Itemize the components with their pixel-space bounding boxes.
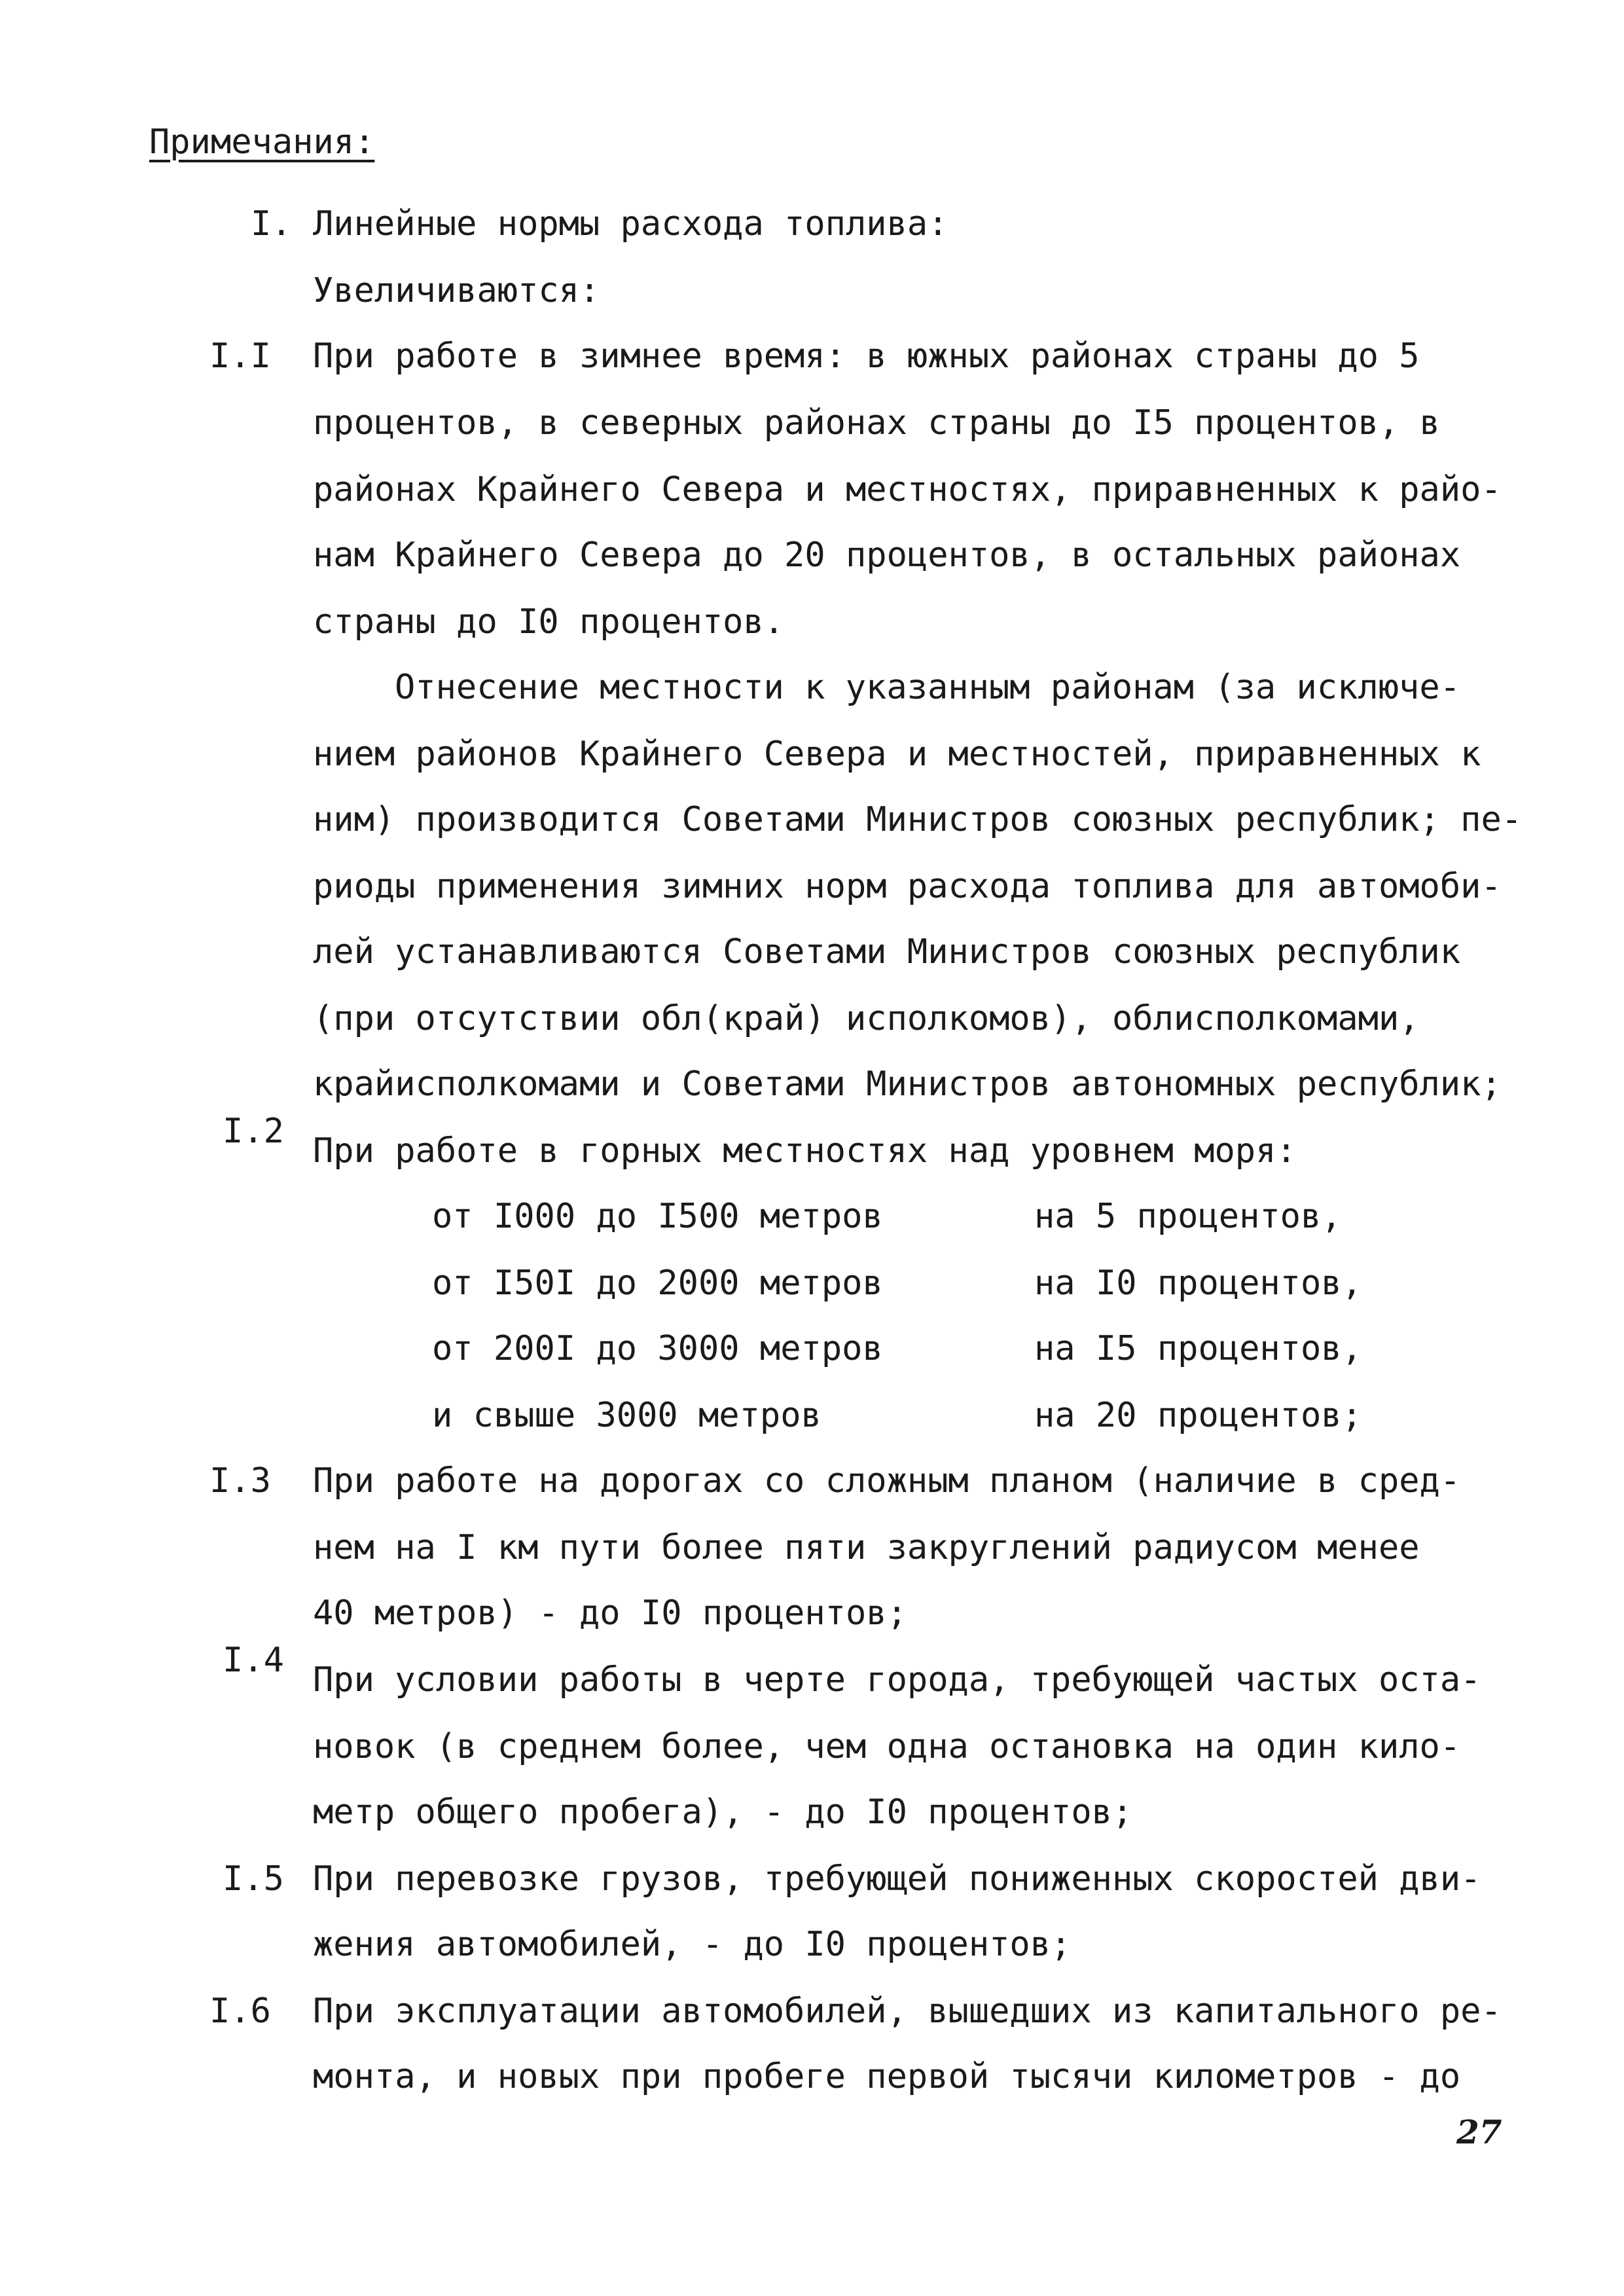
item-1-1-line: При работе в зимнее время: в южных районах страны до 5 (313, 337, 1420, 376)
item-1-title: Линейные нормы расхода топлива: (313, 204, 948, 244)
item-1-1-paragraph-line: риоды применения зимних норм расхода топлива для автомоби- (313, 867, 1502, 906)
item-1-3-line: нем на I км пути более пяти закруглений радиусом менее (313, 1528, 1420, 1567)
item-1-subtitle: Увеличиваются: (313, 271, 600, 310)
item-1-3-line: 40 метров) - до I0 процентов; (313, 1594, 907, 1633)
item-1-3-line: При работе на дорогах со сложным планом (наличие в сред- (313, 1461, 1461, 1501)
item-1-1-line: процентов, в северных районах страны до I5 процентов, в (313, 403, 1440, 443)
item-1-1-paragraph-line: крайисполкомами и Советами Министров автономных республик; (313, 1065, 1502, 1104)
altitude-increase: на 20 процентов; (1034, 1396, 1362, 1435)
item-1-3-number: I.3 (209, 1461, 271, 1501)
item-1-1-number: I.I (209, 337, 271, 376)
item-1-4-number: I.4 (223, 1641, 284, 1680)
altitude-range: и свыше 3000 метров (432, 1396, 821, 1435)
altitude-increase: на I0 процентов, (1034, 1264, 1362, 1303)
item-1-1-line: страны до I0 процентов. (313, 602, 785, 642)
item-1-6-number: I.6 (209, 1992, 271, 2031)
altitude-range: от I50I до 2000 метров (432, 1264, 883, 1303)
page-number: 27 (1456, 2113, 1502, 2151)
item-1-1-paragraph-line: нием районов Крайнего Севера и местностей, приравненных к (313, 735, 1481, 774)
item-1-4-line: метр общего пробега), - до I0 процентов; (313, 1793, 1133, 1832)
altitude-range: от 200I до 3000 метров (432, 1329, 883, 1368)
item-1-1-line: районах Крайнего Севера и местностях, приравненных к райо- (313, 470, 1502, 509)
notes-heading: Примечания: (149, 122, 375, 162)
item-1-6-line: При эксплуатации автомобилей, вышедших из капитального ре- (313, 1992, 1502, 2031)
item-1-1-paragraph-line: лей устанавливаются Советами Министров союзных республик (313, 932, 1461, 972)
item-1-1-paragraph-line: ним) производится Советами Министров союзных республик; пе- (313, 800, 1523, 839)
item-1-5-line: При перевозке грузов, требующей пониженных скоростей дви- (313, 1859, 1481, 1899)
item-1-6-line: монта, и новых при пробеге первой тысячи километров - до (313, 2057, 1461, 2096)
item-1-1-paragraph-line: (при отсутствии обл(край) исполкомов), облисполкомами, (313, 999, 1420, 1038)
item-1-1-paragraph-line: Отнесение местности к указанным районам (за исключе- (395, 668, 1460, 707)
item-1-1-line: нам Крайнего Севера до 20 процентов, в остальных районах (313, 536, 1461, 575)
altitude-increase: на 5 процентов, (1034, 1197, 1342, 1236)
item-1-2-number: I.2 (223, 1112, 284, 1151)
altitude-increase: на I5 процентов, (1034, 1329, 1362, 1368)
item-1-2-title: При работе в горных местностях над уровнем моря: (313, 1131, 1297, 1171)
item-1-4-line: При условии работы в черте города, требующей частых оста- (313, 1660, 1481, 1700)
item-1-5-number: I.5 (223, 1859, 284, 1899)
item-1-5-line: жения автомобилей, - до I0 процентов; (313, 1925, 1072, 1964)
item-1-number: I. (251, 204, 292, 244)
altitude-range: от I000 до I500 метров (432, 1197, 883, 1236)
item-1-4-line: новок (в среднем более, чем одна остановка на один кило- (313, 1727, 1461, 1766)
